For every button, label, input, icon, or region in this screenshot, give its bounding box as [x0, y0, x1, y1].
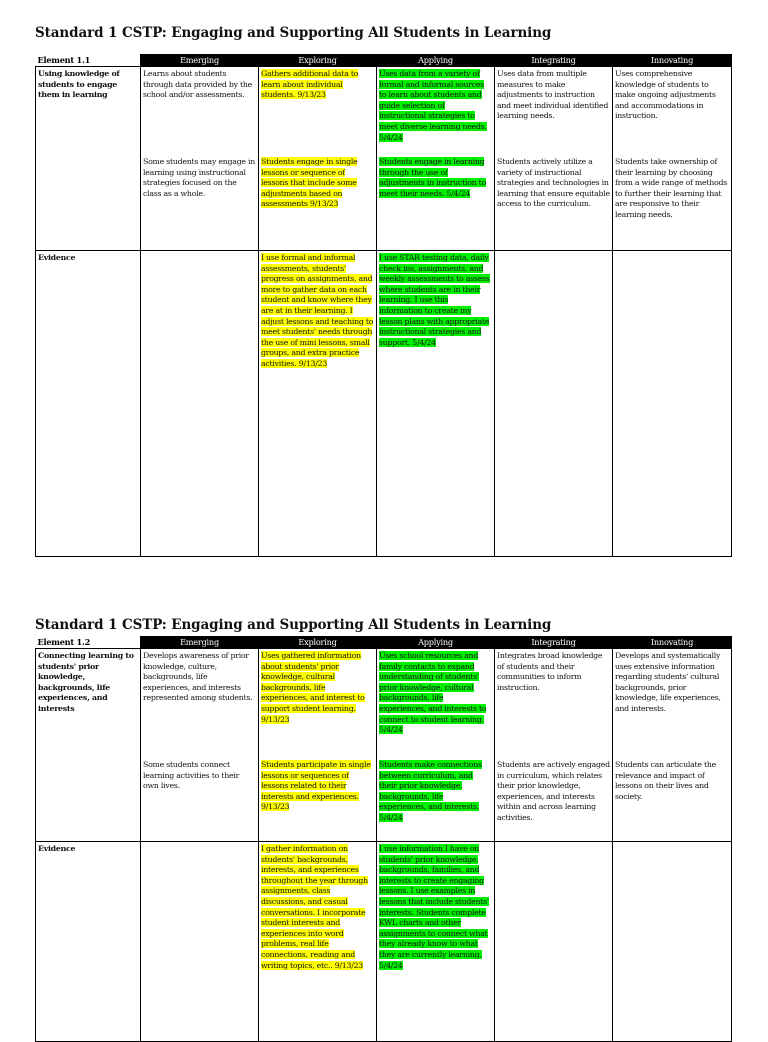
evidence-row — [36, 251, 732, 557]
column-header-emerging: Emerging — [141, 637, 259, 649]
cell-applying — [377, 649, 495, 842]
evidence-applying — [377, 251, 495, 557]
column-header-emerging: Emerging — [141, 55, 259, 67]
student-descriptor-text: Students can articulate the relevance and impact of lessons on their lives and society. — [615, 760, 717, 801]
evidence-exploring — [259, 842, 377, 1042]
evidence-emerging — [141, 842, 259, 1042]
header-row — [36, 637, 732, 649]
cell-exploring — [259, 67, 377, 251]
student-descriptor-text: Some students may engage in learning using instructional strategies focused on the class as a whole. — [143, 157, 255, 198]
descriptor-text: Learns about students through data provided by the school and/or assessments. — [143, 69, 253, 100]
cell-emerging — [141, 649, 259, 842]
evidence-label: Evidence — [36, 251, 141, 557]
column-header-applying: Applying — [377, 55, 495, 67]
descriptor-text: Uses data from multiple measures to make adjustments to instruction and meet individual identified learning needs. — [497, 69, 609, 121]
highlighted-evidence-text: I use STAR testing data, daily check ins, assignments, and weekly assessments to assess where students are in their learning. I use this information to create my lesson plans with appropriate instructional strategies and support. 5/4/24 — [379, 253, 490, 347]
student-descriptor-text: Students actively utilize a variety of instructional strategies and technologies in learning that ensure equitable access to the curriculum. — [497, 157, 610, 209]
highlighted-evidence-text: I use formal and informal assessments, students' progress on assignments, and more to gather data on each student and know where they are at in their learning. I adjust lessons and teaching to meet students' needs through the use of mini lessons, small groups, and extra practice activities. 9/13/23 — [261, 253, 374, 368]
row-label: Using knowledge of students to engage them in learning — [36, 67, 141, 251]
highlighted-evidence-text: I use information I have on students' prior knowledge, backgrounds, families, and interests to create engaging lessons. I use examples in lessons that include students' interests. Students complete KWL charts and other assignments to connect what they already know to what they are currently learning. 5/4/24 — [379, 844, 489, 970]
column-header-integrating: Integrating — [495, 55, 613, 67]
descriptor-text: Integrates broad knowledge of students and their communities to inform instruction. — [497, 651, 603, 692]
descriptor-text: Develops and systematically uses extensive information regarding students' cultural backgrounds, prior knowledge, life experiences, and interests. — [615, 651, 721, 713]
descriptor-text: Uses comprehensive knowledge of students to make ongoing adjustments and accommodations in instruction. — [615, 69, 716, 121]
highlighted-descriptor-text: Gathers additional data to learn about individual students. 9/13/23 — [261, 69, 359, 100]
student-descriptor-text: Students take ownership of their learning by choosing from a wide range of methods to further their learning that are responsive to their learning needs. — [615, 157, 727, 219]
descriptor-row — [36, 67, 732, 251]
rubric-table-element-1-2 — [35, 636, 732, 1042]
evidence-integrating — [495, 251, 613, 557]
column-header-exploring: Exploring — [259, 637, 377, 649]
element-label: Element 1.2 — [36, 637, 141, 649]
column-header-exploring: Exploring — [259, 55, 377, 67]
highlighted-student-descriptor-text: Students make connections between curriculum, and their prior knowledge, backgrounds, life experiences, and interests. 5/4/24 — [379, 760, 482, 822]
column-header-innovating: Innovating — [613, 637, 732, 649]
cell-innovating — [613, 67, 732, 251]
evidence-label: Evidence — [36, 842, 141, 1042]
row-label: Connecting learning to students' prior knowledge, backgrounds, life experiences, and interests — [36, 649, 141, 842]
column-header-innovating: Innovating — [613, 55, 732, 67]
element-label: Element 1.1 — [36, 55, 141, 67]
student-descriptor-text: Students are actively engaged in curriculum, which relates their prior knowledge, experiences, and interests within and across learning activities. — [497, 760, 610, 822]
evidence-row — [36, 842, 732, 1042]
cell-integrating — [495, 649, 613, 842]
cell-applying — [377, 67, 495, 251]
header-row — [36, 55, 732, 67]
cell-integrating — [495, 67, 613, 251]
evidence-innovating — [613, 842, 732, 1042]
descriptor-row — [36, 649, 732, 842]
column-header-applying: Applying — [377, 637, 495, 649]
highlighted-descriptor-text: Uses data from a variety of formal and informal sources to learn about students and guide selection of instructional strategies to meet diverse learning needs. 5/4/24 — [379, 69, 487, 142]
highlighted-descriptor-text: Uses gathered information about students' prior knowledge, cultural backgrounds, life experiences, and interest to support student learning. 9/13/23 — [261, 651, 365, 724]
cell-exploring — [259, 649, 377, 842]
highlighted-evidence-text: I gather information on students' backgrounds, interests, and experiences throughout the year through assignments, class discussions, and casual conversations. I incorporate student interests and experiences into word problems, real life connections, reading and writing topics, etc.. 9/13/23 — [261, 844, 368, 970]
evidence-integrating — [495, 842, 613, 1042]
section-2-title: Standard 1 CSTP: Engaging and Supporting All Students in Learning — [35, 617, 552, 633]
descriptor-text: Develops awareness of prior knowledge, culture, backgrounds, life experiences, and interests represented among students. — [143, 651, 253, 703]
student-descriptor-text: Some students connect learning activities to their own lives. — [143, 760, 240, 791]
evidence-emerging — [141, 251, 259, 557]
evidence-innovating — [613, 251, 732, 557]
evidence-applying — [377, 842, 495, 1042]
cell-emerging — [141, 67, 259, 251]
highlighted-student-descriptor-text: Students engage in learning through the use of adjustments in instruction to meet their needs. 5/4/24 — [379, 157, 487, 198]
highlighted-student-descriptor-text: Students participate in single lessons or sequences of lessons related to their interests and experiences. 9/13/23 — [261, 760, 371, 812]
highlighted-student-descriptor-text: Students engage in single lessons or sequence of lessons that include some adjustments based on assessments 9/13/23 — [261, 157, 358, 209]
highlighted-descriptor-text: Uses school resources and family contacts to expand understanding of students' prior knowledge, cultural backgrounds, life experiences, and interests to connect to student learning. 5/4/24 — [379, 651, 487, 735]
section-1-title: Standard 1 CSTP: Engaging and Supporting All Students in Learning — [35, 25, 552, 41]
cell-innovating — [613, 649, 732, 842]
column-header-integrating: Integrating — [495, 637, 613, 649]
evidence-exploring — [259, 251, 377, 557]
rubric-table-element-1-1 — [35, 54, 732, 557]
